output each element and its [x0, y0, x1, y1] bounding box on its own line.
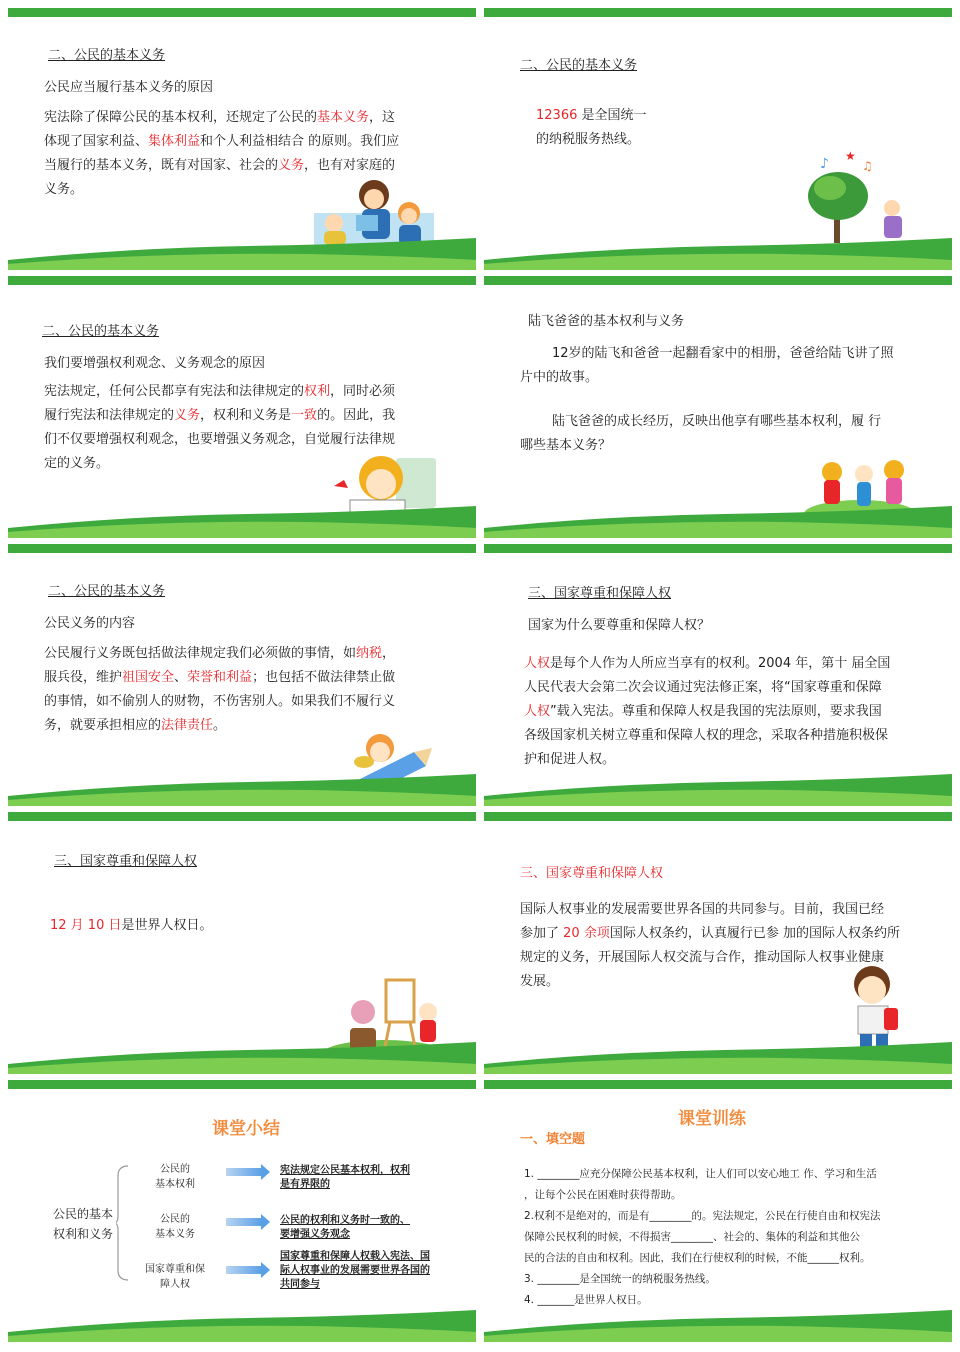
slide-heading: 二、公民的基本义务 [48, 48, 166, 63]
slide-paragraph: 宪法规定，任何公民都享有宪法和法律规定的权利，同时必须 履行宪法和法律规定的义务，权利和义务是一致的。因此，我 们不仅要增强权利观念，也要增强义务观念，自觉履行法律规 定的义务。 [44, 384, 396, 471]
svg-text:♫: ♫ [862, 159, 873, 173]
slide-heading: 二、公民的基本义务 [42, 324, 160, 339]
question-1: 1. ________应充分保障公民基本权利，让人们可以安心地工 作、学习和生活 [524, 1168, 877, 1180]
summary-arrow [226, 1218, 262, 1226]
summary-item-text: 公民的权利和义务时一致的、 要增强义务观念 [280, 1215, 410, 1240]
summary-item-label: 公民的 基本权利 [155, 1164, 195, 1190]
summary-title: 课堂小结 [212, 1119, 280, 1139]
slide-heading: 三、国家尊重和保障人权 [54, 854, 198, 869]
slide-top-bar [484, 544, 952, 553]
slide-top-bar [8, 276, 476, 285]
slide-question: 国家为什么要尊重和保障人权？ [528, 618, 711, 633]
slide-paragraph: 公民履行义务既包括做法律规定我们必须做的事情，如纳税， 服兵役，维护祖国安全、荣誉和利益；也包括不做法律禁止做 的事情，如不偷别人的财物，不伤害别人。如果我们不履行义 务，就要承担相应的法律责任。 [44, 646, 396, 733]
exercise-questions [524, 1164, 948, 1311]
slide-top-bar [484, 1080, 952, 1089]
summary-item-text: 宪法规定公民基本权利，权利 是有界限的 [280, 1165, 410, 1190]
green-wave-footer [484, 1034, 952, 1074]
question-3: 3. ________是全国统一的纳税服务热线。 [524, 1273, 716, 1285]
slide-3 [8, 276, 476, 538]
slide-paragraph: 12 月 10 日是世界人权日。 [50, 918, 213, 933]
slide-top-bar [8, 544, 476, 553]
slide-heading: 二、公民的基本义务 [48, 584, 166, 599]
slide-subheading: 我们要增强权利观念、义务观念的原因 [44, 356, 266, 371]
summary-arrow [226, 1168, 262, 1176]
slide-heading: 陆飞爸爸的基本权利与义务 [528, 314, 685, 329]
green-wave-footer [484, 498, 952, 538]
slide-top-bar [484, 812, 952, 821]
slide-paragraph: 12岁的陆飞和爸爸一起翻看家中的相册，爸爸给陆飞讲了照 片中的故事。 陆飞爸爸的成长经历，反映出他享有哪些基本权利，履 行 哪些基本义务？ [520, 346, 894, 453]
slide-heading: 三、国家尊重和保障人权 [528, 586, 672, 601]
summary-item-label: 国家尊重和保 障人权 [145, 1264, 205, 1290]
question-2: 2.权利不是绝对的，而是有________的。宪法规定，公民在行使自由和权宪法 [524, 1210, 881, 1222]
slide-4 [484, 276, 952, 538]
slide-2 [484, 8, 952, 270]
svg-text:♪: ♪ [820, 156, 829, 172]
summary-arrow [226, 1266, 262, 1274]
question-2-cont: 保障公民权利的时候，不得损害________、社会的、集体的利益和其他公 [524, 1231, 860, 1243]
question-1-cont: ，让每个公民在困难时获得帮助。 [524, 1189, 682, 1201]
slide-top-bar [8, 812, 476, 821]
slide-heading: 二、公民的基本义务 [520, 58, 638, 73]
green-wave-footer [8, 1034, 476, 1074]
slide-paragraph: 人权是每个人作为人所应当享有的权利。2004 年，第十 届全国 人民代表大会第二次会议通过宪法修正案，将“国家尊重和保障 人权”载入宪法。尊重和保障人权是我国的宪法原则，要求我国 各级国家机关树立尊重和保障人权的理念，采取各种措施积极保 护和促进人权。 [524, 656, 891, 767]
slide-subheading: 公民义务的内容 [44, 616, 136, 631]
green-wave-footer [484, 1302, 952, 1342]
green-wave-footer [8, 766, 476, 806]
slide-10 [484, 1080, 952, 1342]
summary-item-label: 公民的 基本义务 [155, 1214, 195, 1240]
slide-paragraph: 国际人权事业的发展需要世界各国的共同参与。目前，我国已经 参加了 20 余项国际人权条约，认真履行已参 加的国际人权条约所 规定的义务，开展国际人权交流与合作，推动国际人权事业健康 发展。 [520, 902, 900, 989]
slide-7 [8, 812, 476, 1074]
slide-subheading: 公民应当履行基本义务的原因 [44, 80, 214, 95]
question-4: 4. _______是世界人权日。 [524, 1294, 648, 1306]
question-2-cont: 民的合法的自由和权利。因此，我们在行使权利的时候，不能______权利。 [524, 1252, 871, 1264]
svg-text:★: ★ [845, 149, 856, 163]
slide-top-bar [8, 1080, 476, 1089]
slide-paragraph: 12366 是全国统一 的纳税服务热线。 [536, 108, 647, 147]
slide-top-bar [484, 8, 952, 17]
slide-top-bar [8, 8, 476, 17]
slide-top-bar [484, 276, 952, 285]
slide-9 [8, 1080, 476, 1342]
summary-brace [116, 1164, 130, 1282]
green-wave-footer [484, 230, 952, 270]
green-wave-footer [484, 766, 952, 806]
green-wave-footer [8, 498, 476, 538]
green-wave-footer [8, 1302, 476, 1342]
summary-item-text: 国家尊重和保障人权载入宪法、国 际人权事业的发展需要世界各国的 共同参与 [280, 1251, 430, 1290]
slide-6 [484, 544, 952, 806]
green-wave-footer [8, 230, 476, 270]
slide-heading: 三、国家尊重和保障人权 [520, 866, 664, 881]
slide-1 [8, 8, 476, 270]
exercise-subtitle: 一、填空题 [520, 1132, 586, 1147]
summary-root-label: 公民的基本 权利和义务 [52, 1207, 113, 1241]
slide-paragraph: 宪法除了保障公民的基本权利，还规定了公民的基本义务，这 体现了国家利益、集体利益和个人利益相结合 的原则。我们应 当履行的基本义务，既有对国家、社会的义务，也有对家庭的 义务。 [44, 110, 400, 197]
slide-5 [8, 544, 476, 806]
exercise-title: 课堂训练 [678, 1109, 746, 1129]
slide-8 [484, 812, 952, 1074]
